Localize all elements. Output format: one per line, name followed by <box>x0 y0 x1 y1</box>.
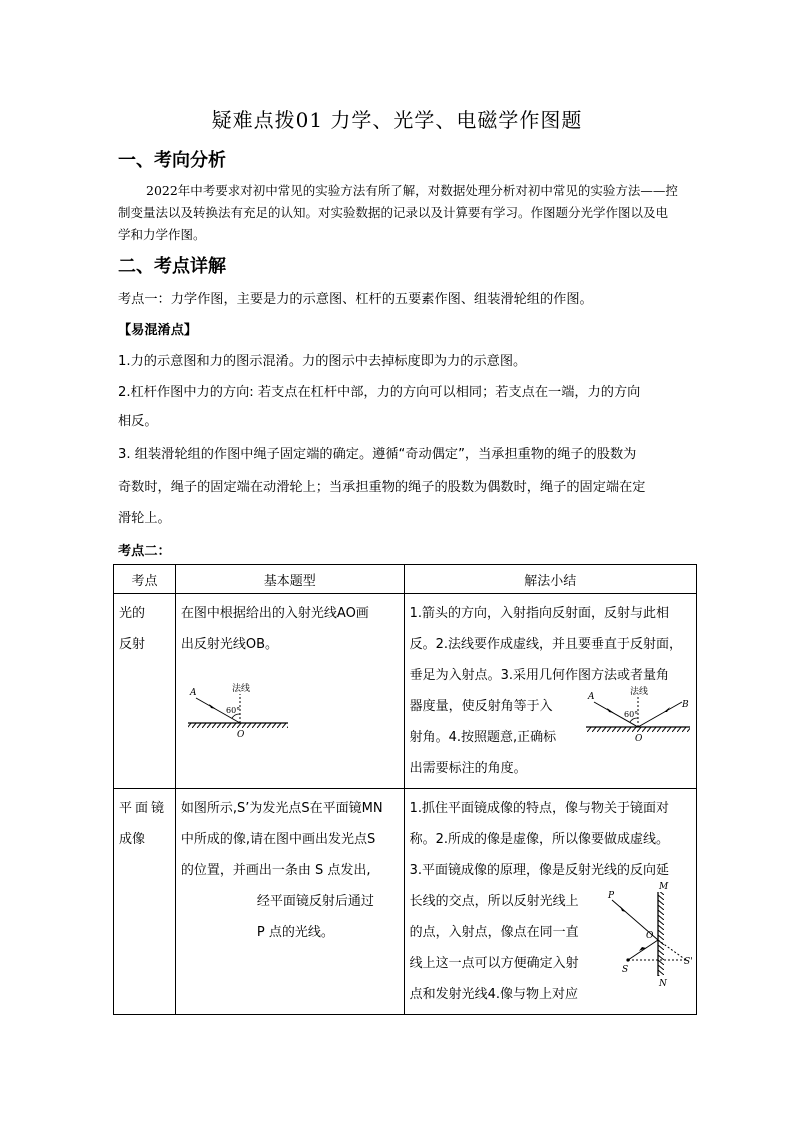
solution-line: 线上这一点可以方便确定入射 <box>409 956 579 971</box>
item-2-line-2: 相反。 <box>118 414 158 429</box>
angle-label: 60° <box>226 706 241 715</box>
question-line: 中所成的像,请在图中画出发光点S <box>180 832 376 847</box>
solution-line: 反。2.法线要作成虚线，并且要垂直于反射面， <box>409 637 683 652</box>
solution-line: 长线的交点，所以反射光线上 <box>409 894 579 909</box>
point-s-image-label: S' <box>684 957 693 967</box>
question-line: 出反射光线OB。 <box>180 637 279 652</box>
section-heading-1: 一、考向分析 <box>118 150 226 171</box>
reflection-answer-figure <box>582 684 694 744</box>
point-b-label: B <box>682 700 689 710</box>
solution-line: 1.抓住平面镜成像的特点，像与物关于镜面对 <box>409 801 670 816</box>
plane-mirror-figure <box>604 880 694 988</box>
solution-line: 的点，入射点，像点在同一直 <box>409 925 579 940</box>
section-1-paragraph: 2022年中考要求对初中常见的实验方法有所了解，对数据处理分析对初中常见的实验方法——控制变量法以及转换法有充足的认知。对实验数据的记录以及计算要有学习。作图题分光学作图以及电学和力学作图。 <box>118 183 678 242</box>
topic-cell <box>114 594 176 789</box>
confuse-heading: 【易混淆点】 <box>118 323 198 338</box>
arrow-icon <box>620 906 626 912</box>
topic-line: 反射 <box>119 637 146 652</box>
topic-line: 光的 <box>119 606 146 621</box>
topic-line: 平面镜 <box>119 801 168 816</box>
question-cell <box>175 789 404 1015</box>
question-line: 的位置，并画出一条由 S 点发出, <box>180 863 371 878</box>
mirror-n-label: N <box>659 979 667 988</box>
incident-ray <box>628 940 658 960</box>
angle-label: 60° <box>624 710 639 719</box>
normal-label: 法线 <box>630 687 649 697</box>
solution-line: 出需要标注的角度。 <box>409 761 527 776</box>
header-topic: 考点 <box>114 565 176 594</box>
question-line: 在图中根据给出的入射光线AO画 <box>180 606 369 621</box>
normal-label: 法线 <box>232 684 251 694</box>
point-one: 考点一：力学作图，主要是力的示意图、杠杆的五要素作图、组装滑轮组的作图。 <box>118 292 593 307</box>
question-line: 经平面镜反射后通过 <box>256 894 374 909</box>
item-1: 1.力的示意图和力的图示混淆。力的图示中去掉标度即为力的示意图。 <box>118 354 527 369</box>
solution-line: 器度量，使反射角等于入 <box>409 699 553 714</box>
table-header-row <box>114 565 697 594</box>
point-a-label: A <box>588 692 595 702</box>
item-2-line-1: 2.杠杆作图中力的方向: 若支点在杠杆中部，力的方向可以相同；若支点在一端，力的方向 <box>118 385 641 400</box>
header-question: 基本题型 <box>175 565 404 594</box>
point-o-label: O <box>635 734 643 744</box>
solution-line: 点和发射光线4.像与物上对应 <box>409 987 579 1002</box>
item-3-line-2: 奇数时，绳子的固定端在动滑轮上；当承担重物的绳子的股数为偶数时，绳子的固定端在定 <box>118 480 646 495</box>
topic-cell <box>114 789 176 1015</box>
solution-line: 3.平面镜成像的原理，像是反射光线的反向延 <box>409 863 670 878</box>
mirror-m-label: M <box>659 882 669 892</box>
mirror-hatch <box>586 727 690 732</box>
point-s-label: S <box>622 965 629 975</box>
solution-line: 垂足为入射点。3.采用几何作图方法或者量角 <box>409 668 670 683</box>
point-two: 考点二： <box>118 544 171 559</box>
point-o-label: O <box>646 931 654 941</box>
solution-line: 1.箭头的方向，入射指向反射面，反射与此相 <box>409 606 670 621</box>
mirror-hatch <box>188 723 288 728</box>
question-line: P 点的光线。 <box>256 925 334 940</box>
item-3-line-3: 滑轮上。 <box>118 511 171 526</box>
solution-line: 射角。4.按照题意,正确标 <box>409 730 557 745</box>
reflection-question-figure <box>182 680 292 740</box>
point-a-label: A <box>190 688 197 698</box>
header-solution: 解法小结 <box>404 565 696 594</box>
point-p-label: P <box>608 891 615 901</box>
mirror-hatch <box>658 892 664 976</box>
source-point <box>626 958 629 961</box>
item-3-line-1: 3. 组装滑轮组的作图中绳子固定端的确定。遵循“奇动偶定”，当承担重物的绳子的股数为 <box>118 447 637 462</box>
section-heading-2: 二、考点详解 <box>118 256 226 277</box>
topic-line: 成像 <box>119 832 146 847</box>
question-line: 如图所示,S’为发光点S在平面镜MN <box>180 801 383 816</box>
solution-line: 称。2.所成的像是虚像，所以像要做成虚线。 <box>409 832 670 847</box>
page-title: 疑难点拨01 力学、光学、电磁学作图题 <box>211 108 583 132</box>
point-o-label: O <box>237 730 245 740</box>
reflected-ray <box>638 702 682 727</box>
